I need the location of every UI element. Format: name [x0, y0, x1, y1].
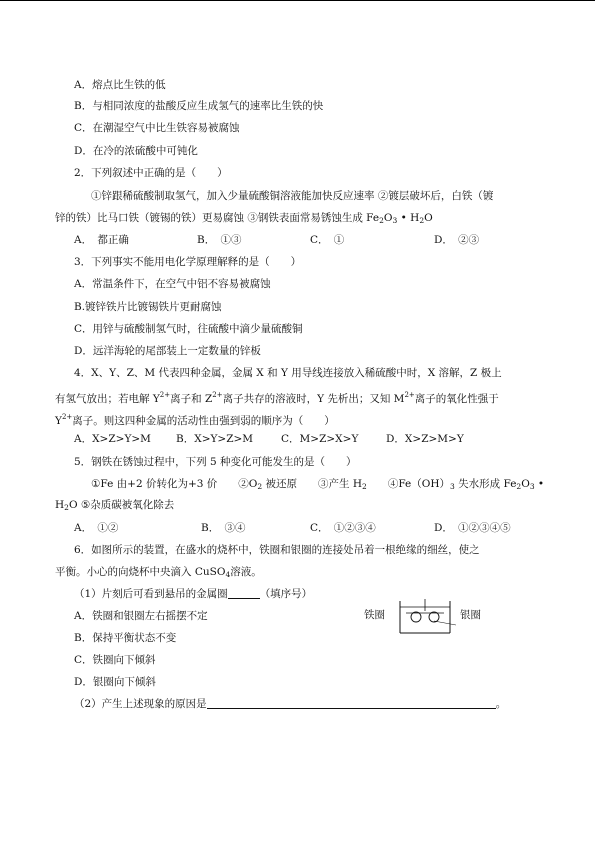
figure-label-silver-ring: 银圈: [460, 609, 481, 621]
q6-option-c: C．铁圈向下倾斜: [74, 654, 156, 666]
q2-body-line2: 锌的铁）比马口铁（镀锡的铁）更易腐蚀 ③钢铁表面常易锈蚀生成 $Fe_2O_3$ • $H_2O$: [55, 212, 433, 225]
q4-line2: 有氢气放出；若电解 $Y^{2+}$离子和 $Z^{2+}$离子共存的溶液时，Y 先析出；又知 $M^{2+}$离子的氧化性强于: [55, 391, 499, 405]
q6-line1: 6．如图所示的装置，在盛水的烧杯中，铁圈和银圈的连接处吊着一根绝缘的细丝，使之: [74, 544, 480, 556]
q5-option-c: C． ①②③④: [310, 522, 376, 534]
q6-option-d: D．银圈向下倾斜: [74, 676, 156, 688]
q2-option-d: D． ②③: [434, 234, 480, 246]
q2-body-line1: ①锌跟稀硫酸制取氢气，加入少量硫酸铜溶液能加快反应速率 ②镀层破坏后，白铁（镀: [91, 190, 494, 202]
q2-option-c: C． ①: [310, 234, 345, 246]
q1-option-d: D．在冷的浓硫酸中可钝化: [74, 145, 198, 157]
q1-option-c: C．在潮湿空气中比生铁容易被腐蚀: [74, 122, 240, 134]
q6-line2: 平衡。小心的向烧杯中央滴入 CuSO$_4$溶液。: [55, 566, 262, 579]
q4-option-c: C．M>Z>X>Y: [281, 433, 359, 445]
q5-line1: ①Fe 由+2 价转化为+3 价 $②O_2$ 被还原 ③产生 $H_2$ $④Fe(OH)_3$ 失水形成 $Fe_2O_3$ •: [91, 478, 545, 491]
q5-stem: 5．钢铁在锈蚀过程中，下列 5 种变化可能发生的是（ ）: [74, 456, 357, 468]
q5-option-d: D． ①②③④⑤: [434, 522, 511, 534]
q6-option-a: A．铁圈和银圈左右摇摆不定: [74, 610, 208, 622]
beaker-figure: [364, 603, 504, 635]
q4-line1: 4．X、Y、Z、M 代表四种金属，金属 X 和 Y 用导线连接放入稀硫酸中时，X 溶解，Z 极上: [74, 367, 502, 379]
iron-ring-icon: [411, 612, 421, 622]
q4-line3: $Y^{2+}$离子。则这四种金属的活动性由强到弱的顺序为（ ）: [55, 413, 335, 427]
q6-part2: （2）产生上述现象的原因是 。: [74, 698, 507, 710]
q3-option-d: D．远洋海轮的尾部装上一定数量的锌板: [74, 345, 261, 357]
q2-option-b: B． ①③: [197, 234, 242, 246]
q6-option-b: B．保持平衡状态不变: [74, 632, 177, 644]
page-top-rule: [0, 0, 595, 1]
q3-option-c: C．用锌与硫酸制氢气时，往硫酸中滴少量硫酸铜: [74, 323, 303, 335]
silver-ring-icon: [429, 612, 439, 622]
q5-option-a: A． ①②: [74, 522, 119, 534]
q6-part1: （1）片刻后可看到悬吊的金属圈 （填序号）: [74, 588, 313, 600]
q4-option-d: D．X>Z>M>Y: [386, 433, 464, 445]
q4-option-a: A．X>Z>Y>M: [74, 433, 151, 445]
q6-part1-blank[interactable]: [228, 588, 260, 599]
q1-option-b: B．与相同浓度的盐酸反应生成氢气的速率比生铁的快: [74, 100, 324, 112]
label-leader-line: [434, 621, 456, 625]
q2-stem: 2．下列叙述中正确的是（ ）: [74, 167, 228, 179]
figure-label-iron-ring: 铁圈: [364, 609, 385, 621]
q5-line2: $H_2O$ ⑤杂质碳被氧化除去: [55, 499, 175, 512]
q3-stem: 3．下列事实不能用电化学原理解释的是（ ）: [74, 256, 302, 268]
q3-option-a: A．常温条件下，在空气中铝不容易被腐蚀: [74, 278, 271, 290]
q2-option-a: A． 都正确: [74, 234, 129, 246]
q4-option-b: B．X>Y>Z>M: [176, 433, 254, 445]
q3-option-b: B.镀锌铁片比镀锡铁片更耐腐蚀: [74, 301, 222, 313]
q6-part2-blank[interactable]: [207, 698, 496, 709]
q1-option-a: A．熔点比生铁的低: [74, 79, 166, 91]
beaker-diagram: [394, 599, 456, 639]
q5-option-b: B． ③④: [201, 522, 246, 534]
